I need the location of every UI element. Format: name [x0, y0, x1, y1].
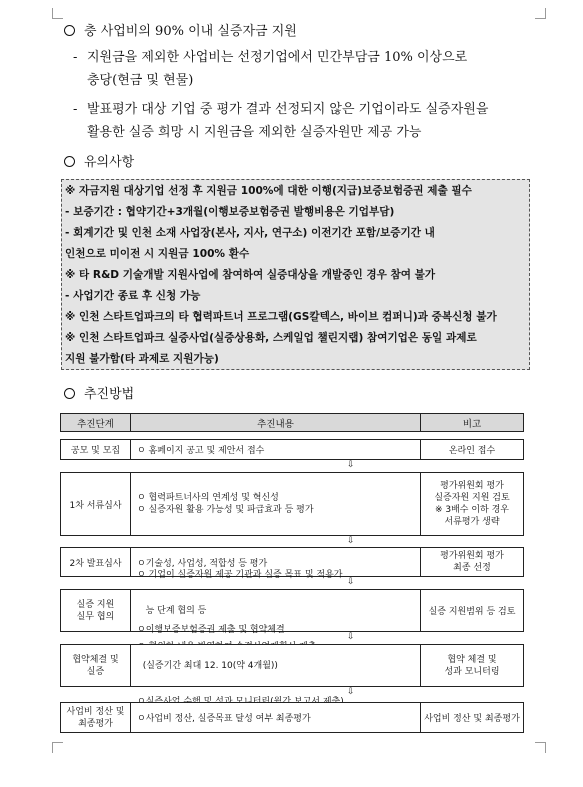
stage-cell: 공모 및 모집	[61, 440, 131, 459]
notice-line: - 회계기간 및 인천 소재 사업장(본사, 지사, 연구소) 이전기간 포함/보증기간 내	[65, 227, 435, 239]
content-cell: ㅇ 협력파트너사의 연계성 및 혁신성 ㅇ 실증자원 활용 가능성 및 파급효과 등 평가	[131, 473, 421, 535]
table-row	[60, 472, 524, 536]
content-cell: ㅇ이행보증보험증권 제출 및 협약체결 (실증기간 최대 12. 10(약 4개월))	[131, 645, 421, 686]
page-corner-mark	[535, 8, 546, 19]
note-cell: 평가위원회 평가 실증자원 지원 검토 ※ 3배수 이하 경우 서류평가 생략	[434, 481, 510, 527]
section-heading-notes: 유의사항	[64, 151, 134, 170]
down-arrow-icon: ⇩	[347, 687, 355, 697]
header-stage: 추진단계	[61, 414, 131, 431]
section-heading-process: 추진방법	[64, 383, 134, 402]
notice-line: 인천으로 미이전 시 지원금 100% 환수	[65, 248, 250, 260]
circle-bullet-icon	[64, 156, 75, 167]
note-cell: 평가위원회 평가 최종 선정	[440, 551, 504, 573]
dash-icon: -	[73, 50, 78, 65]
bullet-item	[73, 46, 543, 92]
down-arrow-icon: ⇩	[347, 460, 355, 470]
notice-line: ※ 인천 스타트업파크의 타 협력파트너 프로그램(GS칼텍스, 바이브 컴퍼니)과 중복신청 불가	[65, 311, 497, 323]
bullet-line: 발표평가 대상 기업 중 평가 결과 선정되지 않은 기업이라도 실증자원을	[87, 102, 489, 117]
stage-cell: 사업비 정산 및 최종평가	[61, 703, 131, 732]
dash-icon: -	[73, 102, 78, 117]
page-corner-mark	[52, 742, 63, 753]
header-note: 비고	[462, 418, 482, 430]
bullet-line: 활용한 실증 희망 시 지원금을 제외한 실증자원만 제공 가능	[87, 125, 422, 140]
bullet-line: 충당(현금 및 현물)	[87, 73, 194, 88]
note-cell: 협약 체결 및 성과 모니터링	[444, 654, 500, 677]
table-header-row	[60, 413, 524, 432]
notice-line: - 사업기간 종료 후 신청 가능	[65, 290, 201, 302]
stage-cell: 2차 발표심사	[61, 548, 131, 576]
table-row	[60, 439, 524, 460]
stage-cell: 1차 서류심사	[61, 473, 131, 535]
page-corner-mark	[535, 742, 546, 753]
notice-line: - 보증기간 : 협약기간+3개월(이행보증보험증권 발행비용은 기업부담)	[65, 206, 395, 218]
notice-line: ※ 인천 스타트업파크 실증사업(실증상용화, 스케일업 챌린지랩) 참여기업은 동일 과제로	[65, 332, 477, 344]
down-arrow-icon: ⇩	[347, 632, 355, 642]
content-cell: ㅇ기술성, 사업성, 적합성 등 평가	[131, 548, 421, 576]
note-cell: 온라인 접수	[448, 446, 496, 456]
note-cell: 사업비 정산 및 최종평가	[424, 714, 520, 724]
note-cell: 실증 지원범위 등 검토	[428, 607, 516, 617]
notice-box	[61, 179, 530, 370]
stage-cell: 실증 지원 실무 협의	[61, 590, 131, 631]
bullet-item	[73, 98, 543, 144]
notice-line: ※ 타 R&D 기술개발 지원사업에 참여하여 실증대상을 개발중인 경우 참여 불가	[65, 269, 436, 281]
content-cell: ㅇ 기업이 실증자원 제공 기관과 실증 목표 및 적용가 능 단계 협의 등	[131, 590, 421, 631]
bullet-line: 지원금을 제외한 사업비는 선정기업에서 민간부담금 10% 이상으로	[87, 50, 468, 65]
section-heading-funding: 충 사업비의 90% 이내 실증자금 지원	[64, 20, 297, 39]
down-arrow-icon: ⇩	[347, 536, 355, 546]
content-cell: ㅇ사업비 정산, 실증목표 달성 여부 최종평가	[131, 703, 421, 732]
stage-cell: 협약체결 및 실증	[61, 645, 131, 686]
page-corner-mark	[52, 8, 63, 19]
down-arrow-icon: ⇩	[347, 577, 355, 587]
notice-line: 지원 불가함(타 과제로 지원가능)	[65, 353, 219, 365]
table-row	[60, 624, 524, 687]
table-row	[60, 702, 524, 733]
notice-line: ※ 자금지원 대상기업 선정 후 지원금 100%에 대한 이행(지급)보증보험증권 제출 필수	[65, 185, 472, 197]
circle-bullet-icon	[64, 388, 75, 399]
header-content: 추진내용	[131, 414, 421, 431]
circle-bullet-icon	[64, 25, 75, 36]
content-cell: ㅇ 홈페이지 공고 및 제안서 접수	[131, 440, 421, 459]
